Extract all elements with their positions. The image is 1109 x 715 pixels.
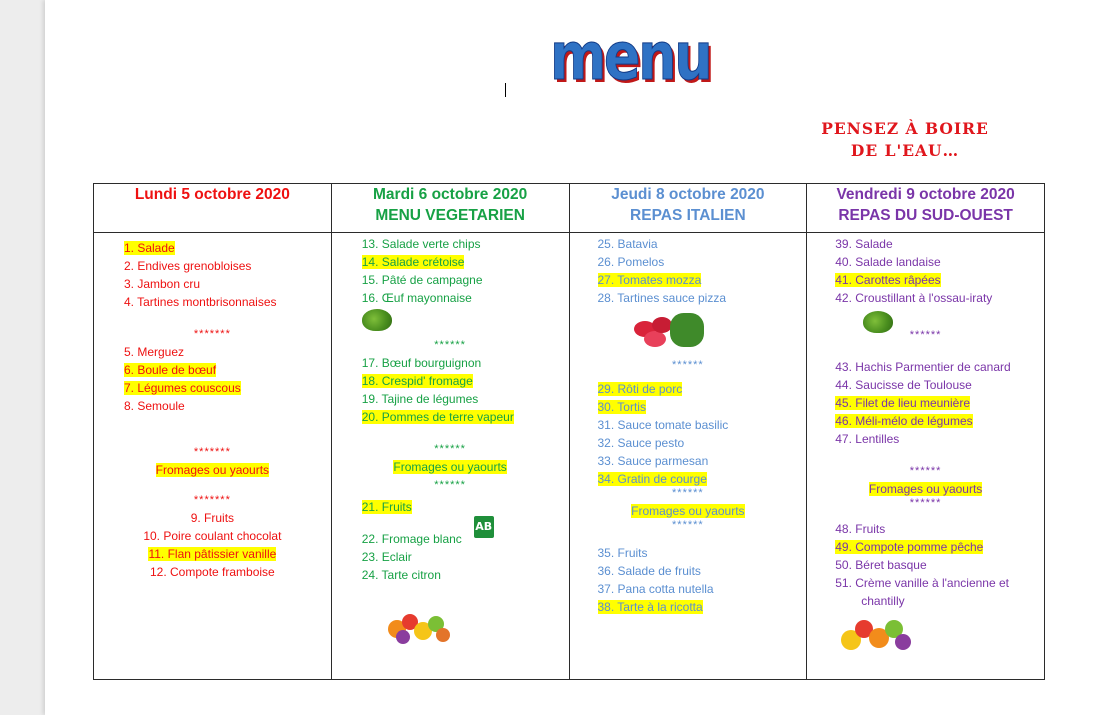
salad-icon <box>362 309 392 331</box>
menu-item: 3. Jambon cru <box>124 277 201 291</box>
menu-item: 19. Tajine de légumes <box>361 392 479 406</box>
menu-header-row <box>94 184 1045 233</box>
menu-item: 40. Salade landaise <box>835 255 941 269</box>
menu-item: 10. Poire coulant chocolat <box>143 529 282 543</box>
menu-item: chantilly <box>861 594 905 608</box>
starters <box>570 233 807 307</box>
day-header-monday <box>94 184 332 233</box>
menu-item: 4. Tartines montbrisonnaises <box>124 295 277 309</box>
menu-item: 5. Merguez <box>124 345 185 359</box>
menu-item: 20. Pommes de terre vapeur <box>361 410 514 424</box>
water-reminder-line-1: PENSEZ À BOIRE <box>821 119 989 138</box>
separator: ****** <box>909 329 942 341</box>
menu-item: 43. Hachis Parmentier de canard <box>835 360 1011 374</box>
menu-item: 26. Pomelos <box>597 255 665 269</box>
menu-item: 45. Filet de lieu meunière <box>835 396 970 410</box>
separator: ****** <box>434 443 466 455</box>
separator: ******* <box>193 494 231 506</box>
menu-item: 9. Fruits <box>190 511 235 525</box>
menu-item: 42. Croustillant à l'ossau-iraty <box>835 291 993 305</box>
day-header-thursday <box>569 184 807 233</box>
separator: ****** <box>672 359 704 371</box>
separator: ****** <box>672 519 704 531</box>
cheese-line: Fromages ou yaourts <box>868 482 983 496</box>
menu-item: 41. Carottes râpées <box>835 273 941 287</box>
menu-item: 15. Pâté de campagne <box>361 273 483 287</box>
menu-item: 17. Bœuf bourguignon <box>361 356 482 370</box>
day-title: Jeudi 8 octobre 2020 <box>611 186 765 203</box>
desserts <box>94 509 331 581</box>
menu-item: 14. Salade crétoise <box>361 255 465 269</box>
menu-item: 50. Béret basque <box>835 558 927 572</box>
menu-item: 48. Fruits <box>835 522 886 536</box>
menu-item: 28. Tartines sauce pizza <box>597 291 727 305</box>
menu-item: 6. Boule de bœuf <box>124 363 217 377</box>
menu-item: 8. Semoule <box>124 399 185 413</box>
water-reminder-line-2: DE L'EAU… <box>850 141 960 160</box>
menu-item: 24. Tarte citron <box>361 568 441 582</box>
day-column-friday <box>807 233 1045 680</box>
fruit-image <box>807 610 1044 659</box>
separator: ******* <box>193 328 231 340</box>
starters <box>94 233 331 311</box>
menu-item: 44. Saucisse de Toulouse <box>835 378 972 392</box>
desserts <box>807 512 1044 610</box>
menu-item: 2. Endives grenobloises <box>124 259 252 273</box>
radish-image <box>570 307 807 356</box>
day-header-tuesday <box>331 184 569 233</box>
cheese-line: Fromages ou yaourts <box>631 504 745 518</box>
menu-item: 46. Méli-mélo de légumes <box>835 414 973 428</box>
separator: ******* <box>193 446 231 458</box>
organic-label-icon: AB <box>474 516 494 538</box>
menu-item: 7. Légumes couscous <box>124 381 241 395</box>
menu-item: 33. Sauce parmesan <box>597 454 709 468</box>
menu-item: 27. Tomates mozza <box>597 273 702 287</box>
menu-title: menu <box>550 18 711 95</box>
document-page <box>45 0 1109 715</box>
menu-item: 31. Sauce tomate basilic <box>597 418 729 432</box>
day-title: Vendredi 9 octobre 2020 <box>836 186 1015 203</box>
starters <box>332 233 569 307</box>
day-header-friday <box>807 184 1045 233</box>
desserts <box>332 494 569 584</box>
day-subtitle: REPAS DU SUD-OUEST <box>838 207 1013 224</box>
menu-item: 22. Fromage blanc <box>361 532 462 546</box>
menu-item: 38. Tarte à la ricotta <box>597 600 703 614</box>
mains <box>570 374 807 488</box>
menu-item: 16. Œuf mayonnaise <box>361 291 472 305</box>
menu-item: 11. Flan pâtissier vanille <box>148 547 277 561</box>
water-reminder <box>805 118 1005 162</box>
day-title: Lundi 5 octobre 2020 <box>134 186 290 203</box>
menu-item: 30. Tortis <box>597 400 646 414</box>
menu-item: 51. Crème vanille à l'ancienne et <box>835 576 1009 590</box>
menu-item: 37. Pana cotta nutella <box>597 582 714 596</box>
separator: ****** <box>434 479 466 491</box>
salad-icon <box>863 311 893 333</box>
radish-icon <box>632 311 706 351</box>
mains <box>94 343 331 415</box>
menu-item: 39. Salade <box>835 237 893 251</box>
menu-body-row <box>94 233 1045 680</box>
salad-image <box>332 307 569 336</box>
mains <box>332 354 569 426</box>
separator: ****** <box>909 497 942 509</box>
menu-item: 32. Sauce pesto <box>597 436 685 450</box>
separator: ****** <box>909 465 942 477</box>
cheese-line: Fromages ou yaourts <box>155 463 270 477</box>
separator: ****** <box>672 487 704 499</box>
text-cursor <box>505 83 506 97</box>
menu-item: 36. Salade de fruits <box>597 564 701 578</box>
day-column-thursday <box>569 233 807 680</box>
menu-item: 29. Rôti de porc <box>597 382 683 396</box>
desserts <box>570 534 807 616</box>
menu-item: 25. Batavia <box>597 237 658 251</box>
fruit-basket-icon <box>384 604 454 646</box>
menu-item: 21. Fruits <box>361 500 412 514</box>
fruit-basket-icon <box>839 612 913 654</box>
mains <box>807 344 1044 448</box>
menu-item: 49. Compote pomme pêche <box>835 540 984 554</box>
menu-item: 35. Fruits <box>597 546 648 560</box>
menu-item: 18. Crespid' fromage <box>361 374 473 388</box>
day-title: Mardi 6 octobre 2020 <box>373 186 528 203</box>
fruit-image <box>332 584 569 651</box>
starters <box>807 233 1044 307</box>
menu-item: 13. Salade verte chips <box>361 237 481 251</box>
day-subtitle: REPAS ITALIEN <box>630 207 746 224</box>
menu-item: 23. Eclair <box>361 550 412 564</box>
menu-item: 34. Gratin de courge <box>597 472 707 486</box>
menu-item: 12. Compote framboise <box>150 565 275 579</box>
separator: ****** <box>434 339 466 351</box>
day-column-monday <box>94 233 332 680</box>
day-subtitle: MENU VEGETARIEN <box>375 207 525 224</box>
cheese-line: Fromages ou yaourts <box>393 460 507 474</box>
menu-table <box>93 183 1045 680</box>
menu-item: 47. Lentilles <box>835 432 900 446</box>
menu-item: 1. Salade <box>124 241 175 255</box>
day-column-tuesday <box>331 233 569 680</box>
